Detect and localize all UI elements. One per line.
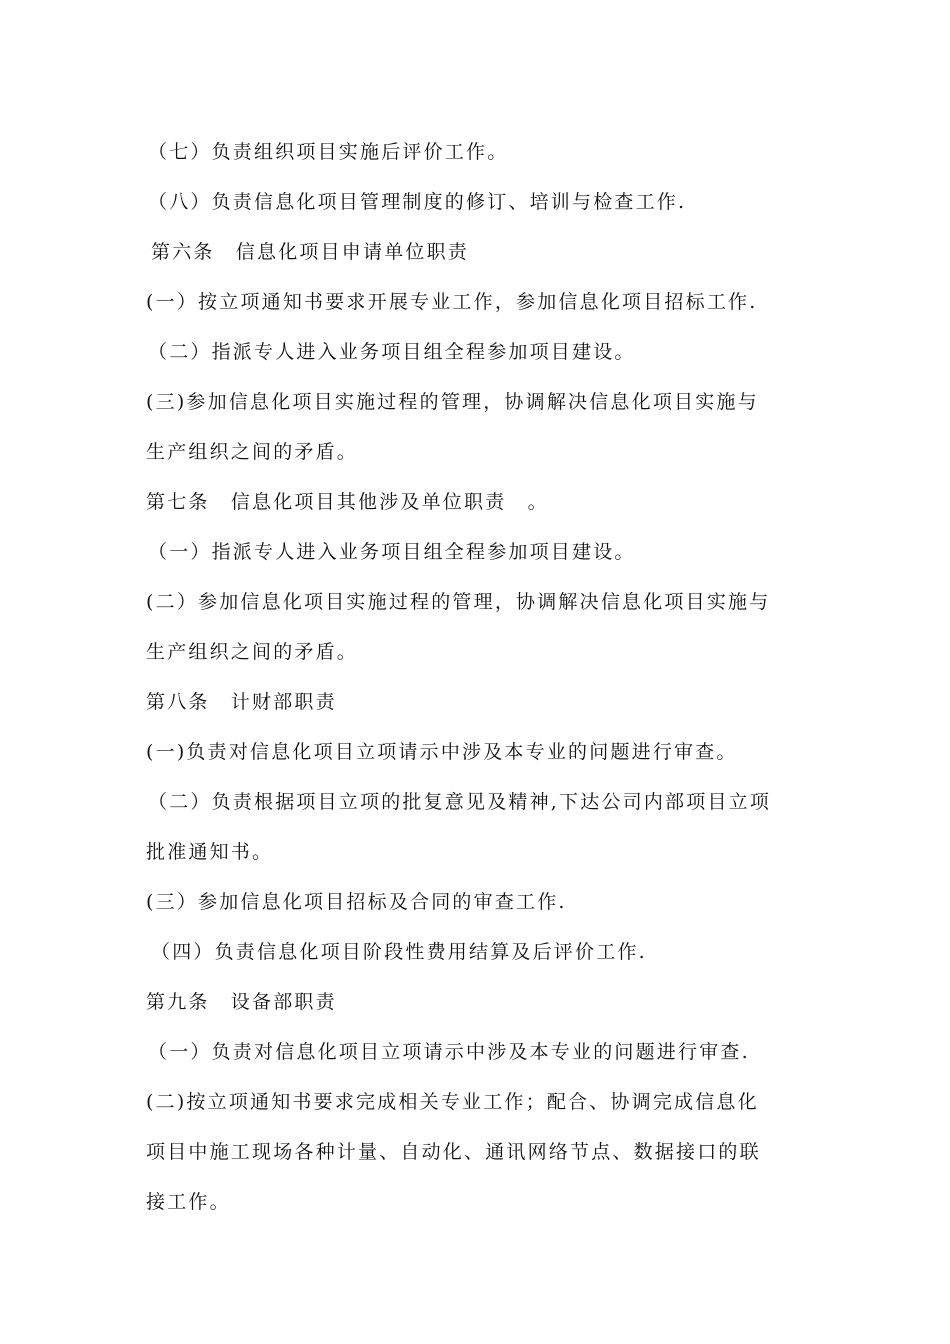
article-8-heading: 第八条 计财部职责 xyxy=(146,691,337,713)
article-9-item-2-continued-1: 项目中施工现场各种计量、自动化、通讯网络节点、数据接口的联 xyxy=(146,1141,761,1163)
article-6-item-3-continued: 生产组织之间的矛盾。 xyxy=(146,441,359,463)
article-6-item-3: (三)参加信息化项目实施过程的管理，协调解决信息化项目实施与 xyxy=(146,391,759,413)
article-8-item-3: (三）参加信息化项目招标及合同的审查工作. xyxy=(146,891,567,913)
article-6-item-2: （二）指派专人进入业务项目组全程参加项目建设。 xyxy=(148,341,636,363)
article-7-item-2: (二）参加信息化项目实施过程的管理，协调解决信息化项目实施与 xyxy=(146,591,771,613)
article-7-item-1: （一）指派专人进入业务项目组全程参加项目建设。 xyxy=(148,541,636,563)
article-9-item-2-continued-2: 接工作。 xyxy=(146,1191,231,1213)
article-8-item-2: （二）负责根据项目立项的批复意见及精神,下达公司内部项目立项 xyxy=(148,791,772,813)
article-8-item-4: （四）负责信息化项目阶段性费用结算及后评价工作. xyxy=(151,941,647,963)
article-6-item-1: (一）按立项通知书要求开展专业工作，参加信息化项目招标工作. xyxy=(146,291,758,313)
article-9-item-1: （一）负责对信息化项目立项请示中涉及本专业的问题进行审查. xyxy=(148,1041,750,1063)
article-6-heading: 第六条 信息化项目申请单位职责 xyxy=(151,241,470,263)
article-9-item-2: (二)按立项通知书要求完成相关专业工作；配合、协调完成信息化 xyxy=(146,1091,759,1113)
article-9-heading: 第九条 设备部职责 xyxy=(146,991,337,1013)
article-7-item-2-continued: 生产组织之间的矛盾。 xyxy=(146,641,359,663)
article-7-heading: 第七条 信息化项目其他涉及单位职责 。 xyxy=(146,491,549,513)
article-8-item-2-continued: 批准通知书。 xyxy=(146,841,274,863)
clause-item-7: （七）负责组织项目实施后评价工作。 xyxy=(148,141,509,163)
article-8-item-1: (一)负责对信息化项目立项请示中涉及本专业的问题进行审查。 xyxy=(146,741,738,763)
document-body xyxy=(146,130,816,1230)
clause-item-8: （八）负责信息化项目管理制度的修订、培训与检查工作. xyxy=(148,191,687,213)
